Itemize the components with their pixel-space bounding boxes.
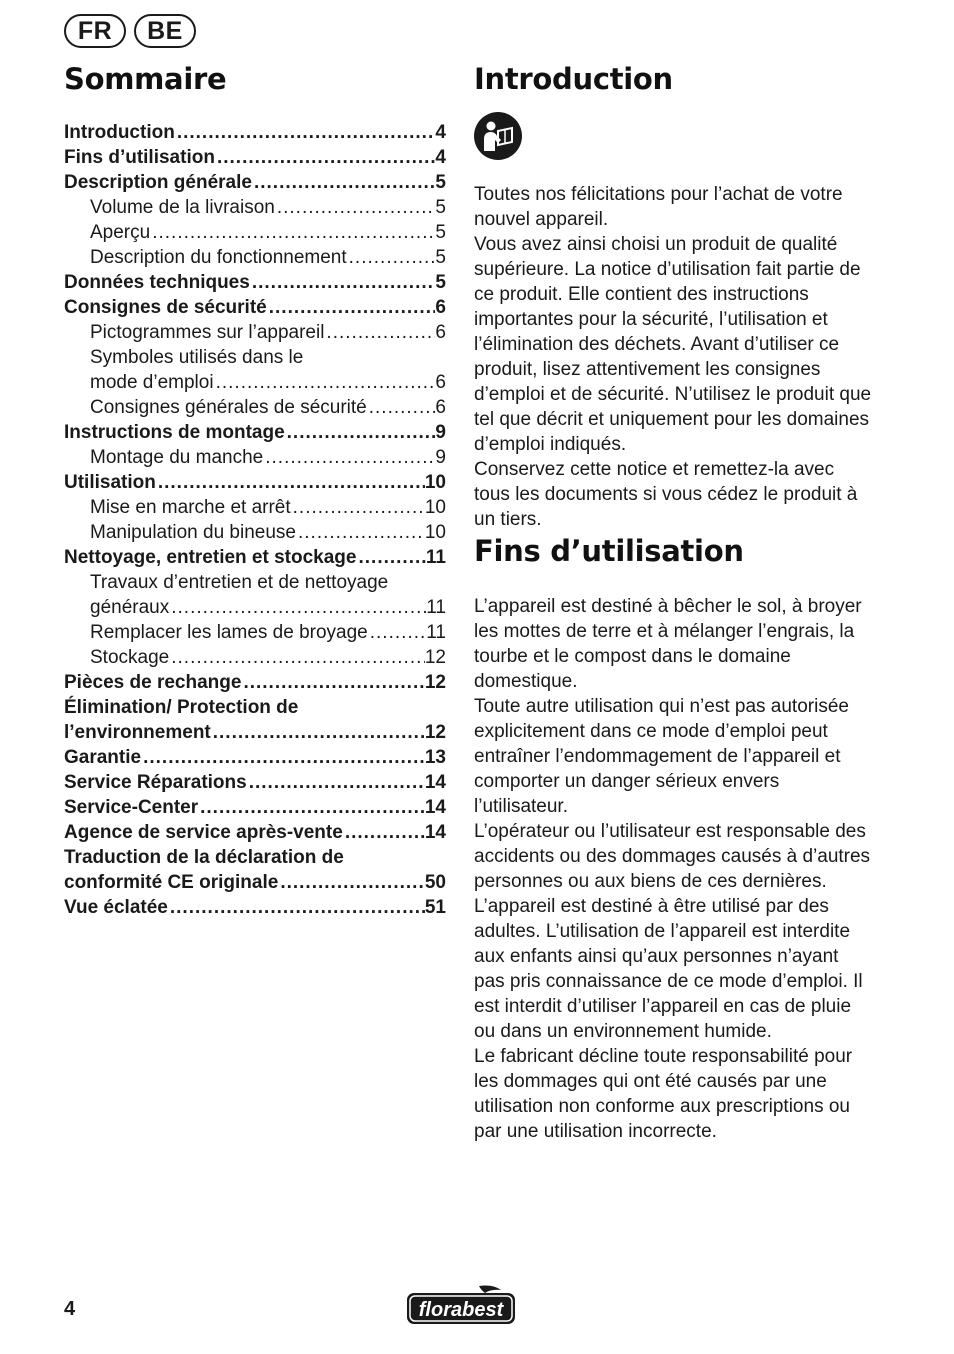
toc-entry <box>64 395 446 420</box>
toc-entry-text: Élimination/ Protection de <box>64 697 299 718</box>
toc-entry-text: Stockage <box>90 647 170 668</box>
toc-entry-page: 11 <box>425 547 446 568</box>
table-of-contents <box>64 60 446 920</box>
toc-entry-page: 9 <box>435 422 446 443</box>
fins-text <box>474 594 874 1144</box>
toc-entry-page: 11 <box>426 622 446 643</box>
toc-leader-dots <box>169 645 425 670</box>
toc-entry-text: Garantie <box>64 747 142 768</box>
toc-entry-page: 14 <box>424 772 446 793</box>
introduction-text <box>474 182 874 532</box>
toc-entry-page: 10 <box>424 497 446 518</box>
toc-leader-dots <box>324 320 435 345</box>
toc-entry-text: Introduction <box>64 122 175 143</box>
toc-leader-dots <box>247 770 425 795</box>
toc-entry-page: 6 <box>435 322 446 343</box>
toc-entry <box>64 470 446 495</box>
toc-entry <box>64 620 446 645</box>
toc-entry-text: Fins d’utilisation <box>64 147 215 168</box>
introduction-paragraph: Conservez cette notice et remettez-la avec tous les documents si vous cédez le produit à un tiers. <box>474 459 858 530</box>
toc-leader-dots <box>150 220 435 245</box>
toc-entry-page: 14 <box>424 797 446 818</box>
logo-text: florabest <box>418 1299 504 1321</box>
toc-leader-dots <box>168 895 425 920</box>
toc-entry-page: 6 <box>435 372 446 393</box>
toc-entry-text: Mise en marche et arrêt <box>90 497 291 518</box>
toc-entry-page: 4 <box>435 147 446 168</box>
toc-entry <box>64 270 446 295</box>
toc-entry-text: Aperçu <box>90 222 151 243</box>
toc-entry-text: Volume de la livraison <box>90 197 275 218</box>
toc-entry-page: 50 <box>424 872 446 893</box>
toc-entry-page: 51 <box>424 897 446 918</box>
language-badges <box>64 14 196 48</box>
toc-entry <box>64 645 446 670</box>
toc-entry-page: 11 <box>426 597 446 618</box>
toc-leader-dots <box>252 170 435 195</box>
toc-entry-text: Manipulation du bineuse <box>90 522 296 543</box>
toc-entry-page: 10 <box>424 522 446 543</box>
toc-entry <box>64 245 446 270</box>
toc-leader-dots <box>267 295 436 320</box>
toc-leader-dots <box>367 395 436 420</box>
toc-entry-text: mode d’emploi <box>90 372 214 393</box>
page-number: 4 <box>64 1298 76 1320</box>
toc-entry <box>64 145 446 170</box>
toc-entry <box>64 170 446 195</box>
toc-entry <box>64 720 446 745</box>
toc-leader-dots <box>214 370 436 395</box>
toc-entry <box>64 545 446 570</box>
toc-entry-text: Vue éclatée <box>64 897 168 918</box>
toc-entry-page: 12 <box>424 647 446 668</box>
toc-entry-text: Nettoyage, entretien et stockage <box>64 547 357 568</box>
toc-entry-text: Consignes de sécurité <box>64 297 267 318</box>
language-badge-be: BE <box>134 14 196 48</box>
toc-leader-dots <box>291 495 425 520</box>
toc-entry <box>64 745 446 770</box>
toc-entry <box>64 195 446 220</box>
toc-entry-page: 5 <box>435 222 446 243</box>
toc-leader-dots <box>343 820 425 845</box>
toc-leader-dots <box>263 445 435 470</box>
toc-entry-page: 10 <box>424 472 446 493</box>
toc-entry-page: 9 <box>435 447 446 468</box>
toc-entry-page: 6 <box>435 397 446 418</box>
introduction-paragraph: Vous avez ainsi choisi un produit de qualité supérieure. La notice d’utilisation fait partie de ce produit. Elle contient des instructions importantes pour la sécurité, l’utilisation et l’élimination des déchets. Avant d’utiliser ce produit, lisez attentivement les consignes d’emploi et de sécurité. N’utilisez le produit que tel que décrit et uniquement pour les domaines d’emploi indiqués. <box>474 234 872 455</box>
toc-leader-dots <box>241 670 424 695</box>
toc-entry-text: Service Réparations <box>64 772 247 793</box>
toc-entry <box>64 870 446 895</box>
toc-leader-dots <box>347 245 436 270</box>
toc-entry-page: 5 <box>435 197 446 218</box>
toc-leader-dots <box>356 545 425 570</box>
toc-entry-text: conformité CE originale <box>64 872 279 893</box>
introduction-title: Introduction <box>474 62 673 96</box>
toc-leader-dots <box>275 195 436 220</box>
toc-entry-page: 5 <box>435 272 446 293</box>
toc-entry <box>64 220 446 245</box>
toc-entry <box>64 570 446 595</box>
fins-paragraph: L’appareil est destiné à être utilisé par des adultes. L’utilisation de l’appareil est interdite aux enfants ainsi qu’aux personnes n’ayant pas pris connaissance de ce mode d’emploi. Il est interdit d’utiliser l’appareil en cas de pluie ou dans un environnement humide. <box>474 896 863 1042</box>
toc-entry <box>64 895 446 920</box>
toc-entry-text: Données techniques <box>64 272 250 293</box>
toc-entry-page: 5 <box>435 172 446 193</box>
toc-entry <box>64 845 446 870</box>
toc-entry-page: 4 <box>435 122 446 143</box>
toc-entry <box>64 795 446 820</box>
toc-entry-text: Instructions de montage <box>64 422 285 443</box>
toc-leader-dots <box>278 870 425 895</box>
toc-entry <box>64 820 446 845</box>
toc-entry <box>64 295 446 320</box>
toc-leader-dots <box>285 420 436 445</box>
introduction-paragraph: Toutes nos félicitations pour l’achat de votre nouvel appareil. <box>474 184 843 230</box>
toc-entry <box>64 120 446 145</box>
toc-entry-text: Travaux d’entretien et de nettoyage <box>90 572 389 593</box>
toc-entry <box>64 670 446 695</box>
manual-reader-icon <box>474 112 522 160</box>
toc-entry-text: Pièces de rechange <box>64 672 242 693</box>
toc-entry-page: 5 <box>435 247 446 268</box>
toc-entry-text: Description générale <box>64 172 252 193</box>
toc-title: Sommaire <box>64 62 227 96</box>
toc-entry <box>64 770 446 795</box>
toc-entry-page: 12 <box>424 672 446 693</box>
toc-entry-text: Service-Center <box>64 797 199 818</box>
toc-entry-text: Symboles utilisés dans le <box>90 347 304 368</box>
toc-entry-text: généraux <box>90 597 170 618</box>
toc-entry-page: 6 <box>435 297 446 318</box>
toc-entry <box>64 520 446 545</box>
toc-list <box>64 120 446 920</box>
fins-paragraph: L’appareil est destiné à bêcher le sol, à broyer les mottes de terre et à mélanger l’engrais, la tourbe et le compost dans le domaine domestique. <box>474 596 862 692</box>
toc-entry <box>64 370 446 395</box>
toc-entry <box>64 320 446 345</box>
florabest-logo <box>405 1284 517 1326</box>
toc-entry-page: 13 <box>424 747 446 768</box>
toc-entry-text: Consignes générales de sécurité <box>90 397 367 418</box>
fins-title: Fins d’utilisation <box>474 534 744 568</box>
toc-leader-dots <box>169 595 426 620</box>
toc-entry-text: Montage du manche <box>90 447 264 468</box>
toc-entry-text: l’environnement <box>64 722 211 743</box>
toc-entry-text: Traduction de la déclaration de <box>64 847 344 868</box>
toc-leader-dots <box>141 745 425 770</box>
content-column <box>474 60 874 1144</box>
language-badge-fr: FR <box>64 14 126 48</box>
toc-entry-text: Pictogrammes sur l’appareil <box>90 322 325 343</box>
toc-entry-page: 12 <box>424 722 446 743</box>
toc-leader-dots <box>250 270 436 295</box>
toc-leader-dots <box>296 520 425 545</box>
toc-leader-dots <box>175 120 436 145</box>
toc-entry <box>64 345 446 370</box>
toc-entry <box>64 420 446 445</box>
toc-entry-text: Remplacer les lames de broyage <box>90 622 368 643</box>
toc-entry-text: Agence de service après-vente <box>64 822 343 843</box>
toc-leader-dots <box>215 145 435 170</box>
toc-entry-text: Utilisation <box>64 472 156 493</box>
toc-entry <box>64 695 446 720</box>
toc-leader-dots <box>198 795 425 820</box>
toc-entry <box>64 445 446 470</box>
toc-leader-dots <box>211 720 425 745</box>
toc-entry <box>64 495 446 520</box>
toc-leader-dots <box>156 470 425 495</box>
fins-paragraph: Toute autre utilisation qui n’est pas autorisée explicitement dans ce mode d’emploi peut entraîner l’endommagement de l’appareil et comporter un danger sérieux envers l’utilisateur. <box>474 696 849 817</box>
fins-paragraph: L’opérateur ou l’utilisateur est responsable des accidents ou des dommages causés à d’autres personnes ou aux biens de ces dernières. <box>474 821 871 892</box>
toc-entry-page: 14 <box>424 822 446 843</box>
toc-leader-dots <box>368 620 427 645</box>
fins-paragraph: Le fabricant décline toute responsabilité pour les dommages qui ont été causés par une utilisation non conforme aux prescriptions ou par une utilisation incorrecte. <box>474 1046 853 1142</box>
toc-entry <box>64 595 446 620</box>
toc-entry-text: Description du fonctionnement <box>90 247 347 268</box>
